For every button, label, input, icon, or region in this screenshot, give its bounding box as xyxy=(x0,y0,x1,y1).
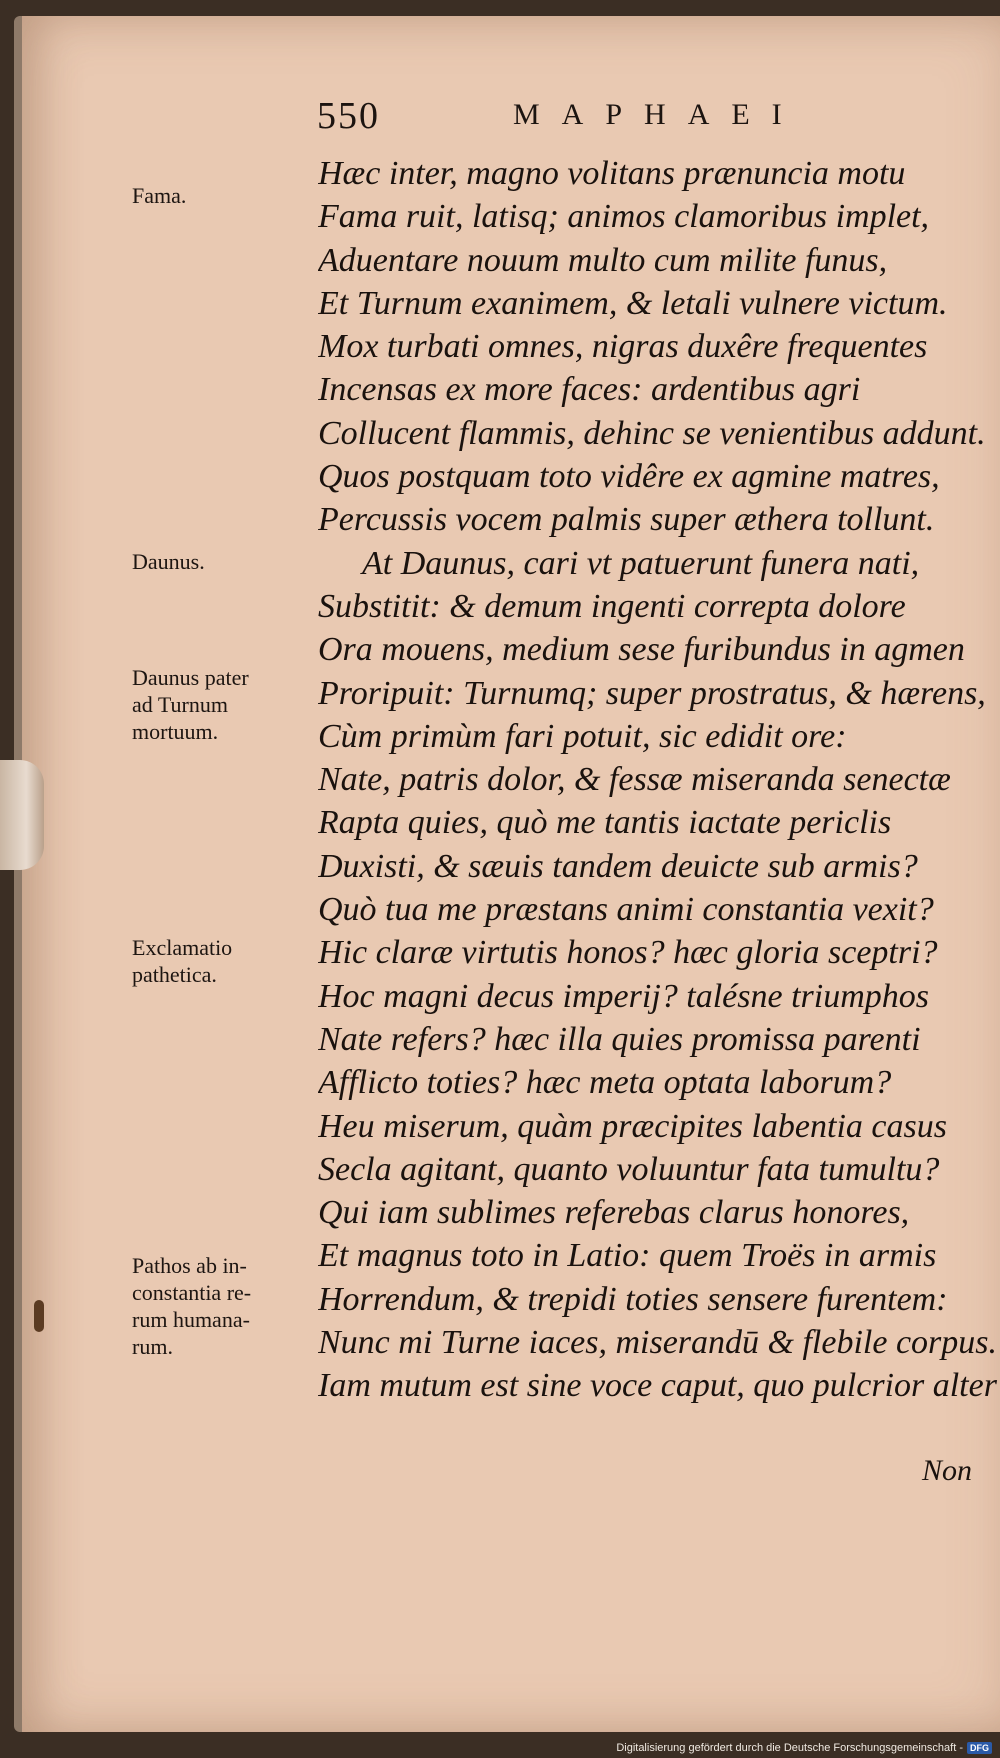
verse-line: Quò tua me præstans animi constantia vexit? xyxy=(318,891,934,929)
verse-line: Duxisti, & sæuis tandem deuicte sub armis? xyxy=(318,847,918,885)
sidenote-daunus-pater xyxy=(132,664,307,745)
verse-line: Secla agitant, quanto voluuntur fata tumultu? xyxy=(318,1150,940,1188)
sidenote-line: rum. xyxy=(132,1334,173,1359)
sidenote-line: rum humana- xyxy=(132,1307,250,1332)
dfg-logo-icon: DFG xyxy=(967,1742,992,1754)
verse-line: Percussis vocem palmis super æthera tollunt. xyxy=(318,501,935,539)
sidenote-line: Exclamatio xyxy=(132,935,233,960)
sidenote-line: Daunus. xyxy=(132,549,205,574)
sidenote-line: Pathos ab in- xyxy=(132,1253,247,1278)
verse-line: Fama ruit, latisq; animos clamoribus implet, xyxy=(318,198,930,236)
verse-line: Et Turnum exanimem, & letali vulnere victum. xyxy=(318,284,948,322)
page-header xyxy=(317,94,937,144)
ink-stain xyxy=(34,1300,44,1332)
verse-text xyxy=(318,152,998,1408)
verse-line: Hæc inter, magno volitans prænuncia motu xyxy=(318,155,906,192)
verse-line: Heu miserum, quàm præcipites labentia casus xyxy=(318,1107,947,1145)
verse-line: Aduentare nouum multo cum milite funus, xyxy=(318,241,888,279)
verse-line: Hic claræ virtutis honos? hæc gloria sceptri? xyxy=(318,934,938,972)
verse-line: Incensas ex more faces: ardentibus agri xyxy=(318,371,861,409)
verse-line: Iam mutum est sine voce caput, quo pulcrior alter xyxy=(318,1367,997,1405)
verse-line: Proripuit: Turnumq; super prostratus, & hærens, xyxy=(318,674,986,712)
footer-text: Digitalisierung gefördert durch die Deutsche Forschungsgemeinschaft - xyxy=(616,1742,963,1754)
sidenote-line: Daunus pater xyxy=(132,665,249,690)
verse-line: Ora mouens, medium sese furibundus in agmen xyxy=(318,631,965,669)
verse-line: Nate refers? hæc illa quies promissa parenti xyxy=(318,1020,921,1058)
verse-line: Nate, patris dolor, & fessæ miseranda senectæ xyxy=(318,761,951,799)
catchword: Non xyxy=(922,1454,973,1487)
verse-line: Qui iam sublimes referebas clarus honores, xyxy=(318,1194,910,1232)
page-edge-fold xyxy=(0,760,44,870)
verse-line: Afflicto toties? hæc meta optata laborum? xyxy=(318,1064,892,1102)
verse-line: Nunc mi Turne iaces, miserandū & flebile corpus. xyxy=(318,1324,998,1362)
sidenote-daunus xyxy=(132,548,307,575)
verse-line: Mox turbati omnes, nigras duxêre frequentes xyxy=(318,328,928,366)
running-head: MAPHAEI xyxy=(513,98,804,131)
sidenote-line: constantia re- xyxy=(132,1280,252,1305)
book-page xyxy=(14,16,1000,1732)
sidenote-exclamatio xyxy=(132,934,307,988)
verse-line: Quos postquam toto vidêre ex agmine matres, xyxy=(318,458,940,496)
verse-line: Substitit: & demum ingenti correpta dolore xyxy=(318,587,906,625)
verse-line: Rapta quies, quò me tantis iactate periclis xyxy=(318,804,892,842)
verse-line: Horrendum, & trepidi toties sensere furentem: xyxy=(318,1280,948,1318)
sidenote-line: mortuum. xyxy=(132,719,219,744)
sidenote-pathos xyxy=(132,1252,307,1360)
sidenote-line: pathetica. xyxy=(132,962,217,987)
verse-line: Cùm primùm fari potuit, sic edidit ore: xyxy=(318,717,847,755)
verse-line: Hoc magni decus imperij? talésne triumphos xyxy=(318,977,929,1015)
sidenote-line: ad Turnum xyxy=(132,692,228,717)
sidenote-line: Fama. xyxy=(132,183,187,208)
verse-line: Collucent flammis, dehinc se venientibus addunt. xyxy=(318,414,986,452)
sidenote-fama xyxy=(132,182,307,209)
page-number: 550 xyxy=(317,95,380,137)
verse-line: Et magnus toto in Latio: quem Troës in armis xyxy=(318,1237,937,1275)
verse-line: At Daunus, cari vt patuerunt funera nati, xyxy=(362,544,920,582)
digitization-footer xyxy=(616,1742,992,1754)
